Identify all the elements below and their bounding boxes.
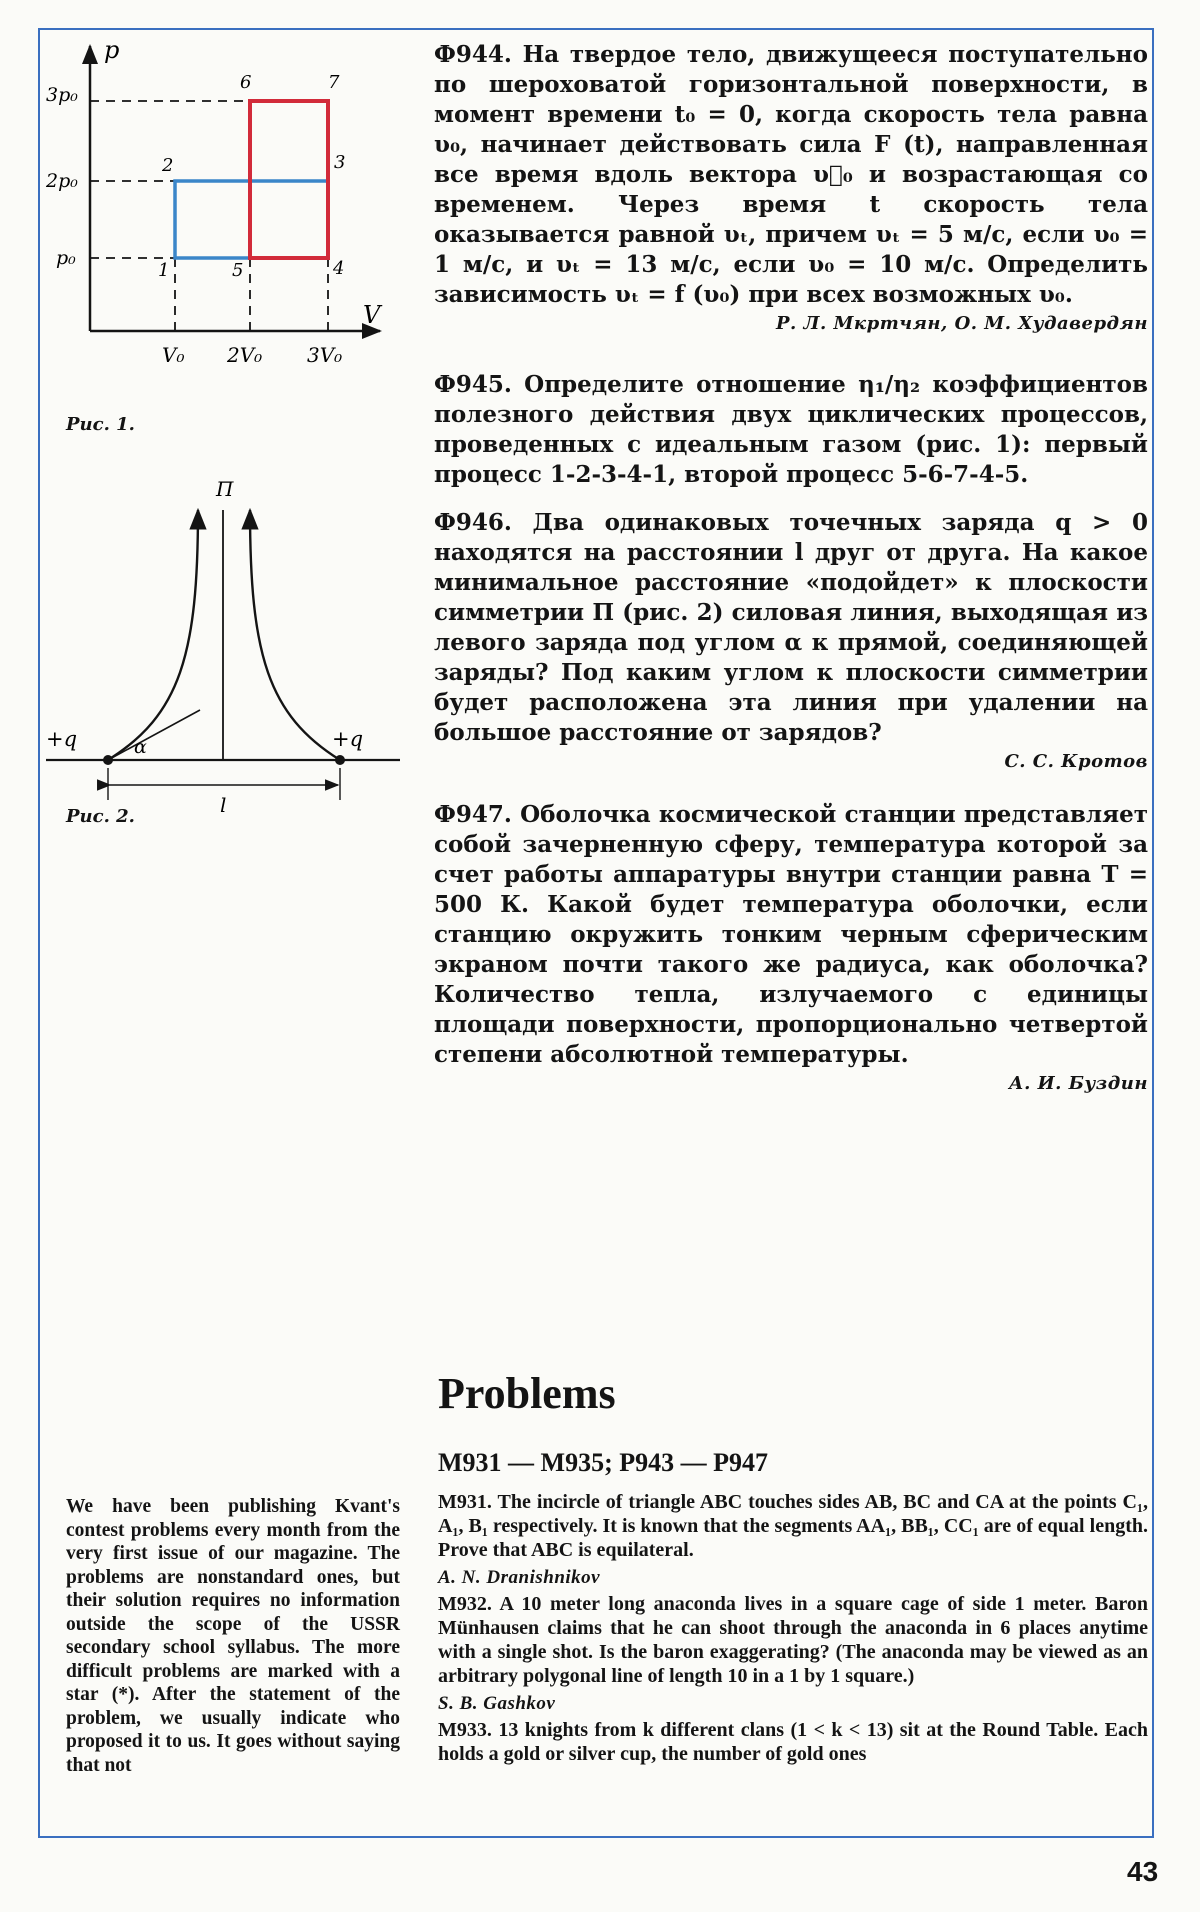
distance-label: l bbox=[220, 793, 227, 817]
v-tick-v0: V₀ bbox=[162, 343, 185, 367]
problem-author: S. B. Gashkov bbox=[438, 1693, 556, 1714]
right-field-line bbox=[250, 510, 340, 760]
problem-number: M933. bbox=[438, 1719, 492, 1741]
page-number: 43 bbox=[1127, 1856, 1159, 1887]
figure-1-pv-diagram bbox=[40, 36, 400, 376]
problem-m931 bbox=[438, 1490, 1148, 1562]
problem-text: The incircle of triangle ABC touches sides AB, BC and CA at the points C₁, A₁, B₁ respectively. It is known that the segments AA₁, BB₁, CC₁ are of equal length. Prove that ABC is equilateral. bbox=[438, 1491, 1149, 1561]
english-subheading: M931 — M935; P943 — P947 bbox=[438, 1448, 769, 1477]
v-tick-2v0: 2V₀ bbox=[227, 343, 263, 367]
figure-2-caption: Рис. 2. bbox=[66, 806, 135, 827]
problem-number: Ф947. bbox=[434, 801, 512, 828]
v-tick-3v0: 3V₀ bbox=[307, 343, 343, 367]
point-6: 6 bbox=[240, 72, 252, 93]
problem-m933 bbox=[438, 1718, 1148, 1766]
problem-m932 bbox=[438, 1592, 1148, 1688]
english-problems bbox=[438, 1490, 1148, 1766]
problem-author: Р. Л. Мкртчян, О. М. Худавердян bbox=[775, 313, 1148, 334]
v-axis-label: V bbox=[363, 301, 381, 329]
right-charge-label: +q bbox=[332, 727, 364, 751]
problem-f945 bbox=[434, 370, 1148, 490]
angle-label: α bbox=[134, 736, 147, 758]
p-tick-2p0: 2p₀ bbox=[46, 170, 78, 192]
left-charge-label: +q bbox=[46, 727, 78, 751]
point-4: 4 bbox=[333, 258, 345, 279]
problem-f947 bbox=[434, 800, 1148, 1096]
figure-2-field-lines bbox=[40, 470, 410, 820]
problem-f944 bbox=[434, 40, 1148, 336]
problem-text: 13 knights from k different clans (1 < k < 13) sit at the Round Table. Each holds a gold or silver cup, the number of gold ones bbox=[438, 1719, 1149, 1765]
problem-text: Оболочка космической станции представляет собой зачерненную сферу, температура которой за счет работы аппаратуры внутри станции равна T = 500 К. Какой будет температура оболочки, если станцию окружить тонким черным сферическим экраном почти такого же радиуса, как оболочка? Количество тепла, излучаемого с единицы площади поверхности, пропорционально четвертой степени абсолютной температуры. bbox=[434, 801, 1148, 1068]
p-tick-3p0: 3p₀ bbox=[46, 84, 78, 106]
problem-number: Ф946. bbox=[434, 509, 512, 536]
right-charge bbox=[335, 755, 345, 765]
problem-number: Ф945. bbox=[434, 371, 512, 398]
problem-author: А. И. Буздин bbox=[1008, 1073, 1148, 1094]
angle-ray bbox=[108, 710, 200, 760]
problem-f946 bbox=[434, 508, 1148, 774]
problem-number: Ф944. bbox=[434, 41, 512, 68]
point-5: 5 bbox=[232, 260, 244, 281]
english-heading: Problems bbox=[438, 1369, 616, 1418]
problem-text: На твердое тело, движущееся поступательно по шероховатой горизонтальной поверхности, в момент времени t₀ = 0, когда скорость тела равна υ₀, начинает действовать сила F (t), направленная все время вдоль вектора υ⃗₀ и возрастающая со временем. Через время t скорость тела оказывается равной υₜ, причем υₜ = 5 м/с, если υ₀ = 1 м/с, и υₜ = 13 м/с, если υ₀ = 10 м/с. Определить зависимость υₜ = f (υ₀) при всех возможных υ₀. bbox=[434, 41, 1148, 308]
left-field-line bbox=[108, 510, 198, 760]
problem-number: M932. bbox=[438, 1593, 492, 1615]
left-charge bbox=[103, 755, 113, 765]
point-7: 7 bbox=[328, 72, 340, 93]
problem-text: Определите отношение η₁/η₂ коэффициентов полезного действия двух циклических процессов, проведенных с идеальным газом (рис. 1): первый процесс 1-2-3-4-1, второй процесс 5-6-7-4-5. bbox=[434, 371, 1148, 488]
p-tick-p0: p₀ bbox=[56, 247, 76, 269]
problem-author: С. С. Кротов bbox=[1004, 751, 1148, 772]
figure-1-caption: Рис. 1. bbox=[66, 414, 135, 435]
plane-label: П bbox=[216, 477, 234, 501]
problem-number: M931. bbox=[438, 1491, 492, 1513]
problem-text: Два одинаковых точечных заряда q > 0 находятся на расстоянии l друг от друга. На какое минимальное расстояние «подойдет» к плоскости симметрии П (рис. 2) силовая линия, выходящая из левого заряда под углом α к прямой, соединяющей заряды? Под каким углом к плоскости симметрии будет расположена эта линия при удалении на большое расстояние от зарядов? bbox=[434, 509, 1148, 746]
p-axis-label: p bbox=[104, 36, 120, 64]
point-1: 1 bbox=[158, 260, 170, 281]
point-3: 3 bbox=[334, 152, 346, 173]
point-2: 2 bbox=[162, 155, 174, 176]
problem-author: A. N. Dranishnikov bbox=[438, 1567, 601, 1588]
problem-text: A 10 meter long anaconda lives in a square cage of side 1 meter. Baron Münhausen claims that he can shoot through the anaconda in 6 places anytime with a single shot. Is the baron exaggerating? (The anaconda may be viewed as an arbitrary polygonal line of length 10 in a 1 by 1 square.) bbox=[438, 1593, 1148, 1687]
intro-sidebar: We have been publishing Kvant's contest problems every month from the very first issue of our magazine. The problems are nonstandard ones, but their solution requires no information outside the scope of the USSR secondary school syllabus. The more difficult problems are marked with a star (*). After the statement of the problem, we usually indicate who proposed it to us. It goes without saying that not bbox=[66, 1496, 400, 1776]
